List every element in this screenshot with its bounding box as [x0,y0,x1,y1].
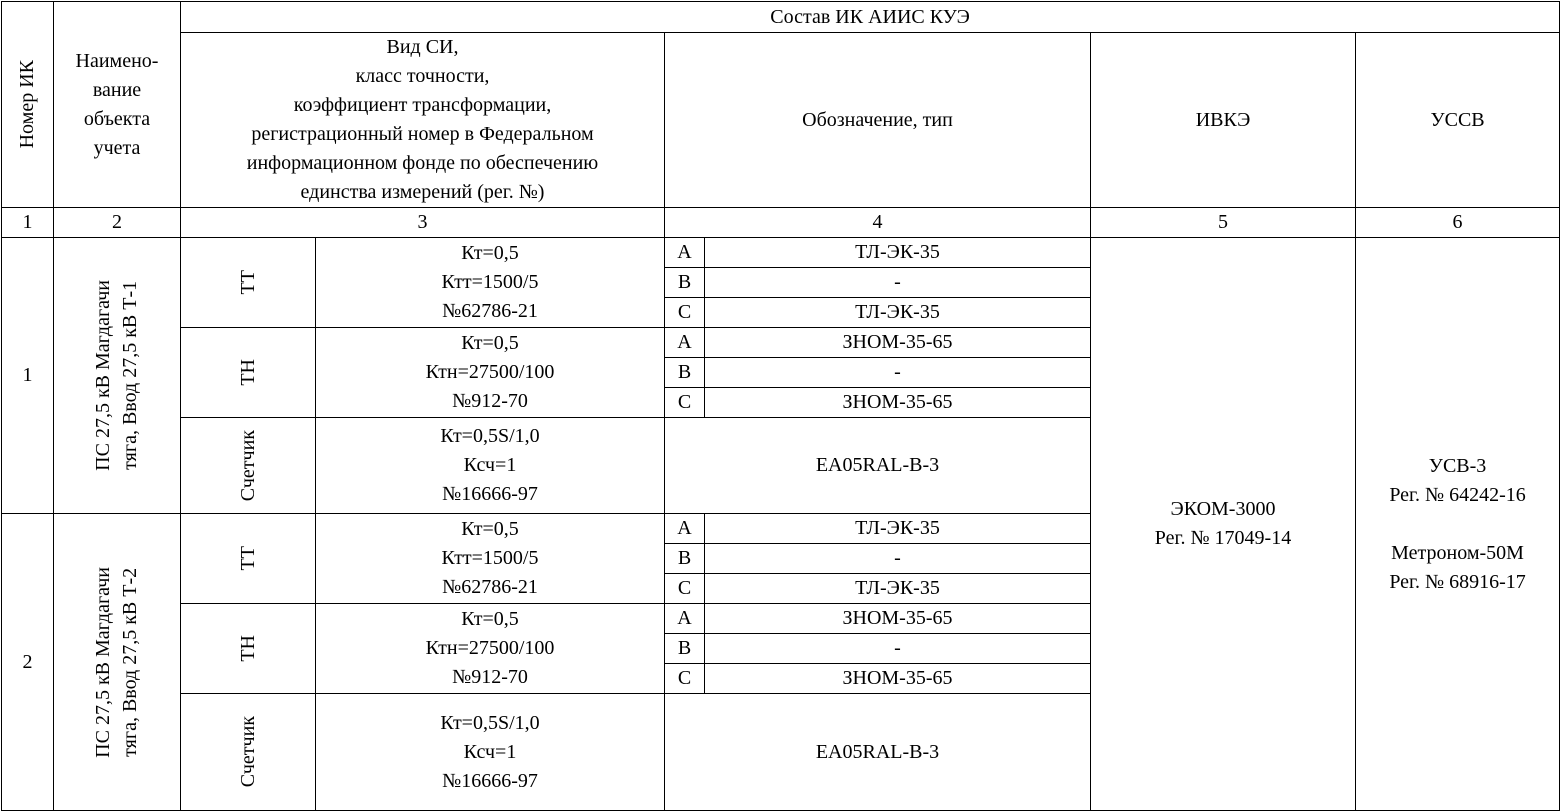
tt-spec: Кт=0,5 Ктт=1500/5 №62786-21 [316,238,665,328]
phase-type: ЗНОМ-35-65 [705,664,1091,694]
channel-number: 2 [2,514,54,811]
tt-label: ТТ [181,514,316,604]
tn-spec: Кт=0,5 Ктн=27500/100 №912-70 [316,604,665,694]
meter-spec: Кт=0,5S/1,0 Ксч=1 №16666-97 [316,418,665,514]
meter-type: EA05RAL-B-3 [665,694,1091,811]
phase-label: С [665,298,705,328]
phase-label: В [665,268,705,298]
phase-label: С [665,664,705,694]
ivke-value: ЭКОМ-3000 Рег. № 17049-14 [1091,238,1356,811]
tt-label: ТТ [181,238,316,328]
object-name: ПС 27,5 кВ Магдагачи тяга, Ввод 27,5 кВ Т-2 [54,514,181,811]
header-designation-type: Обозначение, тип [665,33,1091,208]
tn-spec: Кт=0,5 Ктн=27500/100 №912-70 [316,328,665,418]
phase-type: - [705,358,1091,388]
phase-type: ТЛ-ЭК-35 [705,514,1091,544]
phase-type: - [705,544,1091,574]
header-object-name: Наимено- вание объекта учета [54,2,181,208]
phase-type: ТЛ-ЭК-35 [705,574,1091,604]
phase-type: ЗНОМ-35-65 [705,328,1091,358]
phase-type: ЗНОМ-35-65 [705,388,1091,418]
tn-label: ТН [181,604,316,694]
column-number: 1 [2,208,54,238]
meter-spec: Кт=0,5S/1,0 Ксч=1 №16666-97 [316,694,665,811]
ussv-value: УСВ-3 Рег. № 64242-16 Метроном-50М Рег. № 68916-17 [1356,238,1560,811]
phase-label: С [665,574,705,604]
phase-label: А [665,328,705,358]
meter-label: Счетчик [181,418,316,514]
phase-label: А [665,604,705,634]
phase-type: ТЛ-ЭК-35 [705,298,1091,328]
phase-label: С [665,388,705,418]
header-ussv: УССВ [1356,33,1560,208]
tt-spec: Кт=0,5 Ктт=1500/5 №62786-21 [316,514,665,604]
phase-label: А [665,514,705,544]
header-instrument-type: Вид СИ, класс точности, коэффициент трансформации, регистрационный номер в Федеральном информационном фонде по обеспечению единства измерений (рег. №) [181,33,665,208]
measurement-channels-table [1,1,1560,811]
column-number: 3 [181,208,665,238]
phase-label: В [665,634,705,664]
phase-label: В [665,358,705,388]
header-group-composition: Состав ИК АИИС КУЭ [181,2,1560,33]
phase-type: ЗНОМ-35-65 [705,604,1091,634]
phase-type: ТЛ-ЭК-35 [705,238,1091,268]
phase-label: В [665,544,705,574]
phase-label: А [665,238,705,268]
phase-type: - [705,268,1091,298]
meter-type: EA05RAL-B-3 [665,418,1091,514]
tn-label: ТН [181,328,316,418]
column-number: 5 [1091,208,1356,238]
column-number: 4 [665,208,1091,238]
phase-type: - [705,634,1091,664]
object-name: ПС 27,5 кВ Магдагачи тяга, Ввод 27,5 кВ Т-1 [54,238,181,514]
column-number: 2 [54,208,181,238]
channel-number: 1 [2,238,54,514]
column-number: 6 [1356,208,1560,238]
header-channel-number: Номер ИК [2,2,54,208]
meter-label: Счетчик [181,694,316,811]
header-ivke: ИВКЭ [1091,33,1356,208]
